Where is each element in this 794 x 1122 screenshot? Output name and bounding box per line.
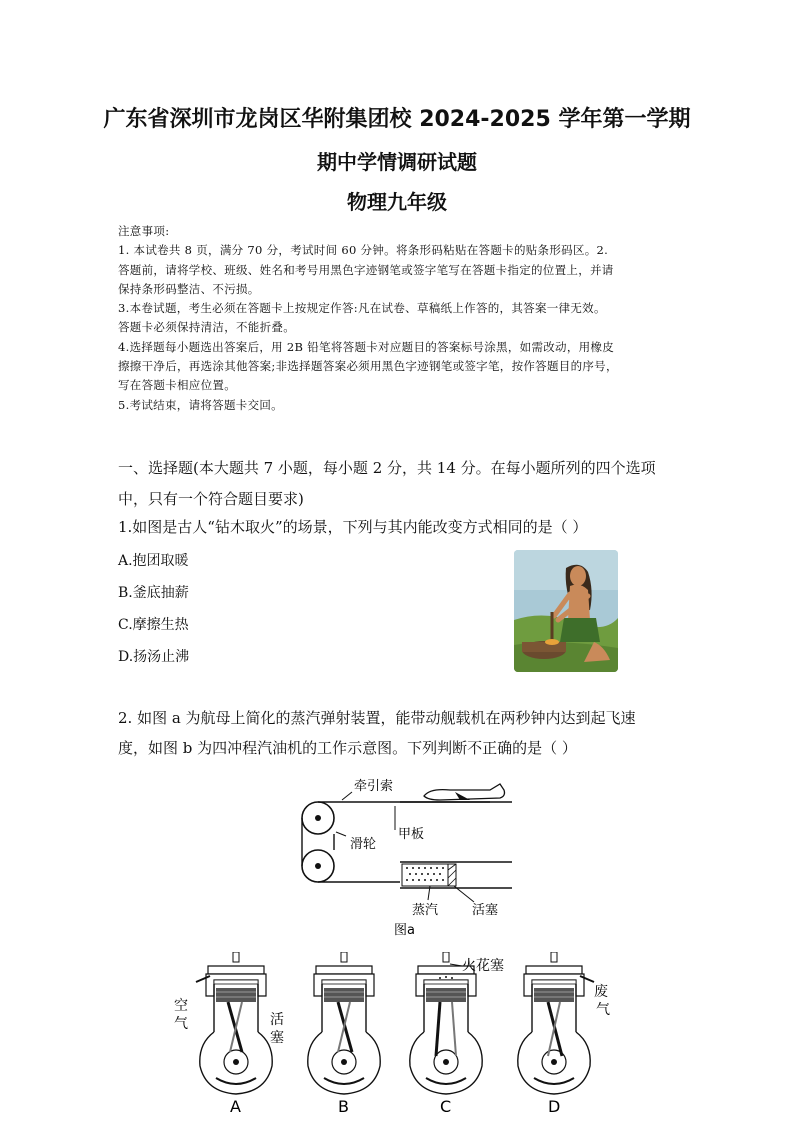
engine-d (518, 952, 594, 1094)
instruction-line: 答题前，请将学校、班级、姓名和考号用黑色字迹钢笔或签字笔写在答题卡指定的位置上，并请 (118, 262, 614, 277)
label-exhaust: 废 (594, 984, 608, 1000)
instruction-line: 5.考试结束，请将答题卡交回。 (118, 397, 283, 412)
label-air: 气 (174, 1016, 188, 1032)
label-cable: 牵引索 (354, 779, 394, 794)
engine-a (196, 952, 272, 1094)
label-piston: 活塞 (472, 903, 499, 918)
label-steam: 蒸汽 (412, 903, 439, 918)
label-air: 空 (174, 998, 188, 1014)
figure-a-caption: 图a (394, 923, 415, 938)
engine-caption-b: B (338, 1097, 349, 1116)
question-1-option-b: B.釜底抽薪 (118, 585, 189, 601)
label-exhaust: 气 (596, 1002, 610, 1018)
section-heading (118, 453, 678, 515)
figure-b-four-stroke-engine (166, 952, 626, 1117)
instruction-line: 擦擦干净后，再选涂其他答案;非选择题答案必须用黑色字迹钢笔或签字笔，按作答题目的序号， (118, 359, 618, 374)
question-2-line: 2. 如图 a 为航母上简化的蒸汽弹射装置，能带动舰载机在两秒钟内达到起飞速 (118, 709, 636, 727)
engine-b (308, 952, 380, 1094)
question-1-option-c: C.摩擦生热 (118, 617, 189, 633)
label-engine-piston: 活 (270, 1012, 284, 1028)
question-1-option-d: D.扬汤止沸 (118, 649, 190, 665)
instruction-line: 写在答题卡相应位置。 (118, 378, 236, 393)
fire-drilling-illustration (514, 550, 618, 672)
section-heading-line: 一、选择题(本大题共 7 小题，每小题 2 分，共 14 分。在每小题所列的四个选项 (118, 459, 656, 477)
instructions-heading: 注意事项: (118, 224, 170, 238)
exam-subject: 物理九年级 (347, 190, 447, 214)
question-1-option-a: A.抱团取暖 (118, 553, 189, 569)
instruction-line: 答题卡必须保持清洁，不能折叠。 (118, 320, 295, 335)
label-pulley: 滑轮 (350, 837, 377, 852)
instruction-line: 3.本卷试题，考生必须在答题卡上按规定作答:凡在试卷、草稿纸上作答的，其答案一律无效。 (118, 301, 606, 316)
instruction-line: 1. 本试卷共 8 页，满分 70 分，考试时间 60 分钟。将条形码粘贴在答题卡的贴条形码区。2. (118, 243, 609, 258)
label-engine-piston: 塞 (270, 1030, 284, 1046)
exam-subtitle: 期中学情调研试题 (317, 150, 477, 174)
question-1-stem: 1.如图是古人“钻木取火”的场景，下列与其内能改变方式相同的是（ ） (118, 518, 588, 536)
exam-title: 广东省深圳市龙岗区华附集团校 2024-2025 学年第一学期 (103, 107, 691, 132)
label-deck: 甲板 (398, 827, 425, 842)
engine-caption-a: A (230, 1097, 241, 1116)
label-spark-plug: 火花塞 (462, 958, 504, 974)
question-2-line: 度，如图 b 为四冲程汽油机的工作示意图。下列判断不正确的是（ ） (118, 739, 577, 757)
engine-caption-c: C (440, 1097, 452, 1116)
question-2-stem (118, 703, 678, 763)
engine-caption-d: D (548, 1097, 561, 1116)
instruction-line: 4.选择题每小题选出答案后，用 2B 铅笔将答题卡对应题目的答案标号涂黑，如需改动，用橡皮 (118, 339, 615, 354)
instruction-line: 保持条形码整洁、不污损。 (118, 281, 260, 296)
instructions (118, 222, 684, 415)
section-heading-line: 中，只有一个符合题目要求) (118, 490, 304, 508)
figure-a-steam-catapult (290, 770, 520, 940)
